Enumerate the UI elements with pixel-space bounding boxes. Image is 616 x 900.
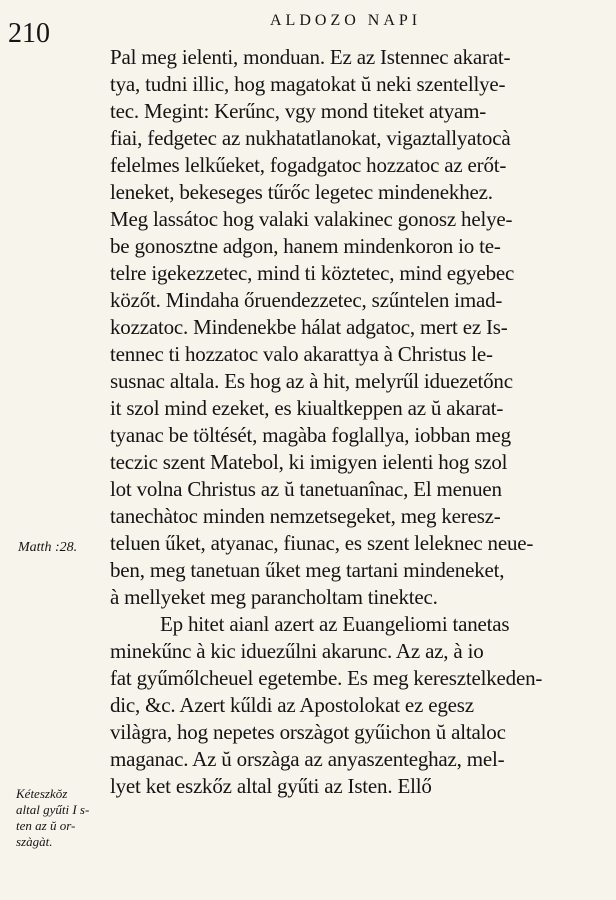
margin-note-line: ten az ŭ or- — [16, 818, 76, 833]
margin-note-matth: Matth :28. — [18, 540, 78, 555]
text-line: minekűnc à kic iduezűlni akarunc. Az az, à io — [110, 639, 484, 663]
text-line: leneket, bekeseges tűrőc legetec mindenekhez. — [110, 180, 493, 204]
margin-note-line: altal gyűti I s- — [16, 802, 90, 817]
text-line: Pal meg ielenti, monduan. Ez az Istennec akarat- — [110, 45, 511, 69]
margin-note-line: szàgàt. — [16, 834, 53, 849]
text-line: ben, meg tanetuan űket meg tartani mindeneket, — [110, 558, 505, 582]
text-line: be gonosztne adgon, hanem mindenkoron io te- — [110, 234, 501, 258]
text-line: közőt. Mindaha őruendezzetec, szűntelen imad- — [110, 288, 503, 312]
text-line: tec. Megint: Kerűnc, vgy mond titeket atyam- — [110, 99, 487, 123]
text-line: kozzatoc. Mindenekbe hálat adgatoc, mert ez Is- — [110, 315, 508, 339]
text-line: Meg lassátoc hog valaki valakinec gonosz helye- — [110, 207, 513, 231]
text-line: fiai, fedgetec az nukhatatlanokat, vigaztallyatocà — [110, 126, 511, 150]
margin-note-ketesz — [16, 786, 89, 850]
text-line: telre igekezzetec, mind ti köztetec, mind egyebec — [110, 261, 515, 285]
text-line: teluen űket, atyanac, fiunac, es szent leleknec neue- — [110, 531, 534, 555]
page-number: 210 — [8, 18, 50, 49]
text-line: lot volna Christus az ŭ tanetuanînac, El menuen — [110, 477, 502, 501]
text-line: tennec ti hozzatoc valo akarattya à Christus le- — [110, 342, 493, 366]
text-line: tya, tudni illic, hog magatokat ŭ neki szentellye- — [110, 72, 506, 96]
text-line: it szol mind ezeket, es kiualtkeppen az ŭ akarat- — [110, 396, 504, 420]
running-title: ALDOZO NAPI — [270, 12, 422, 29]
text-line: felelmes lelkűeket, fogadgatoc hozzatoc az erőt- — [110, 153, 507, 177]
text-line: vilàgra, hog nepetes orszàgot gyűichon ŭ altaloc — [110, 720, 506, 744]
text-line: Ep hitet aianl azert az Euangeliomi tanetas — [160, 612, 510, 636]
text-line: maganac. Az ŭ orszàga az anyaszenteghaz, mel- — [110, 747, 505, 771]
text-line: dic, &c. Azert kűldi az Apostolokat ez egesz — [110, 693, 474, 717]
text-line: tyanac be töltését, magàba foglallya, iobban meg — [110, 423, 511, 447]
text-line: tanechàtoc minden nemzetsegeket, meg keresz- — [110, 504, 501, 528]
text-line: teczic szent Matebol, ki imigyen ielenti hog szol — [110, 450, 508, 474]
text-line: lyet ket eszkőz altal gyűti az Isten. Ellő — [110, 774, 432, 798]
margin-note-line: Kéteszkŏz — [16, 786, 68, 801]
text-line: susnac altala. Es hog az à hit, melyrűl iduezetőnc — [110, 369, 513, 393]
text-line: à mellyeket meg parancholtam tinektec. — [110, 585, 438, 609]
body-text — [110, 44, 610, 800]
text-line: fat gyűmőlcheuel egetembe. Es meg keresztelkeden- — [110, 666, 543, 690]
